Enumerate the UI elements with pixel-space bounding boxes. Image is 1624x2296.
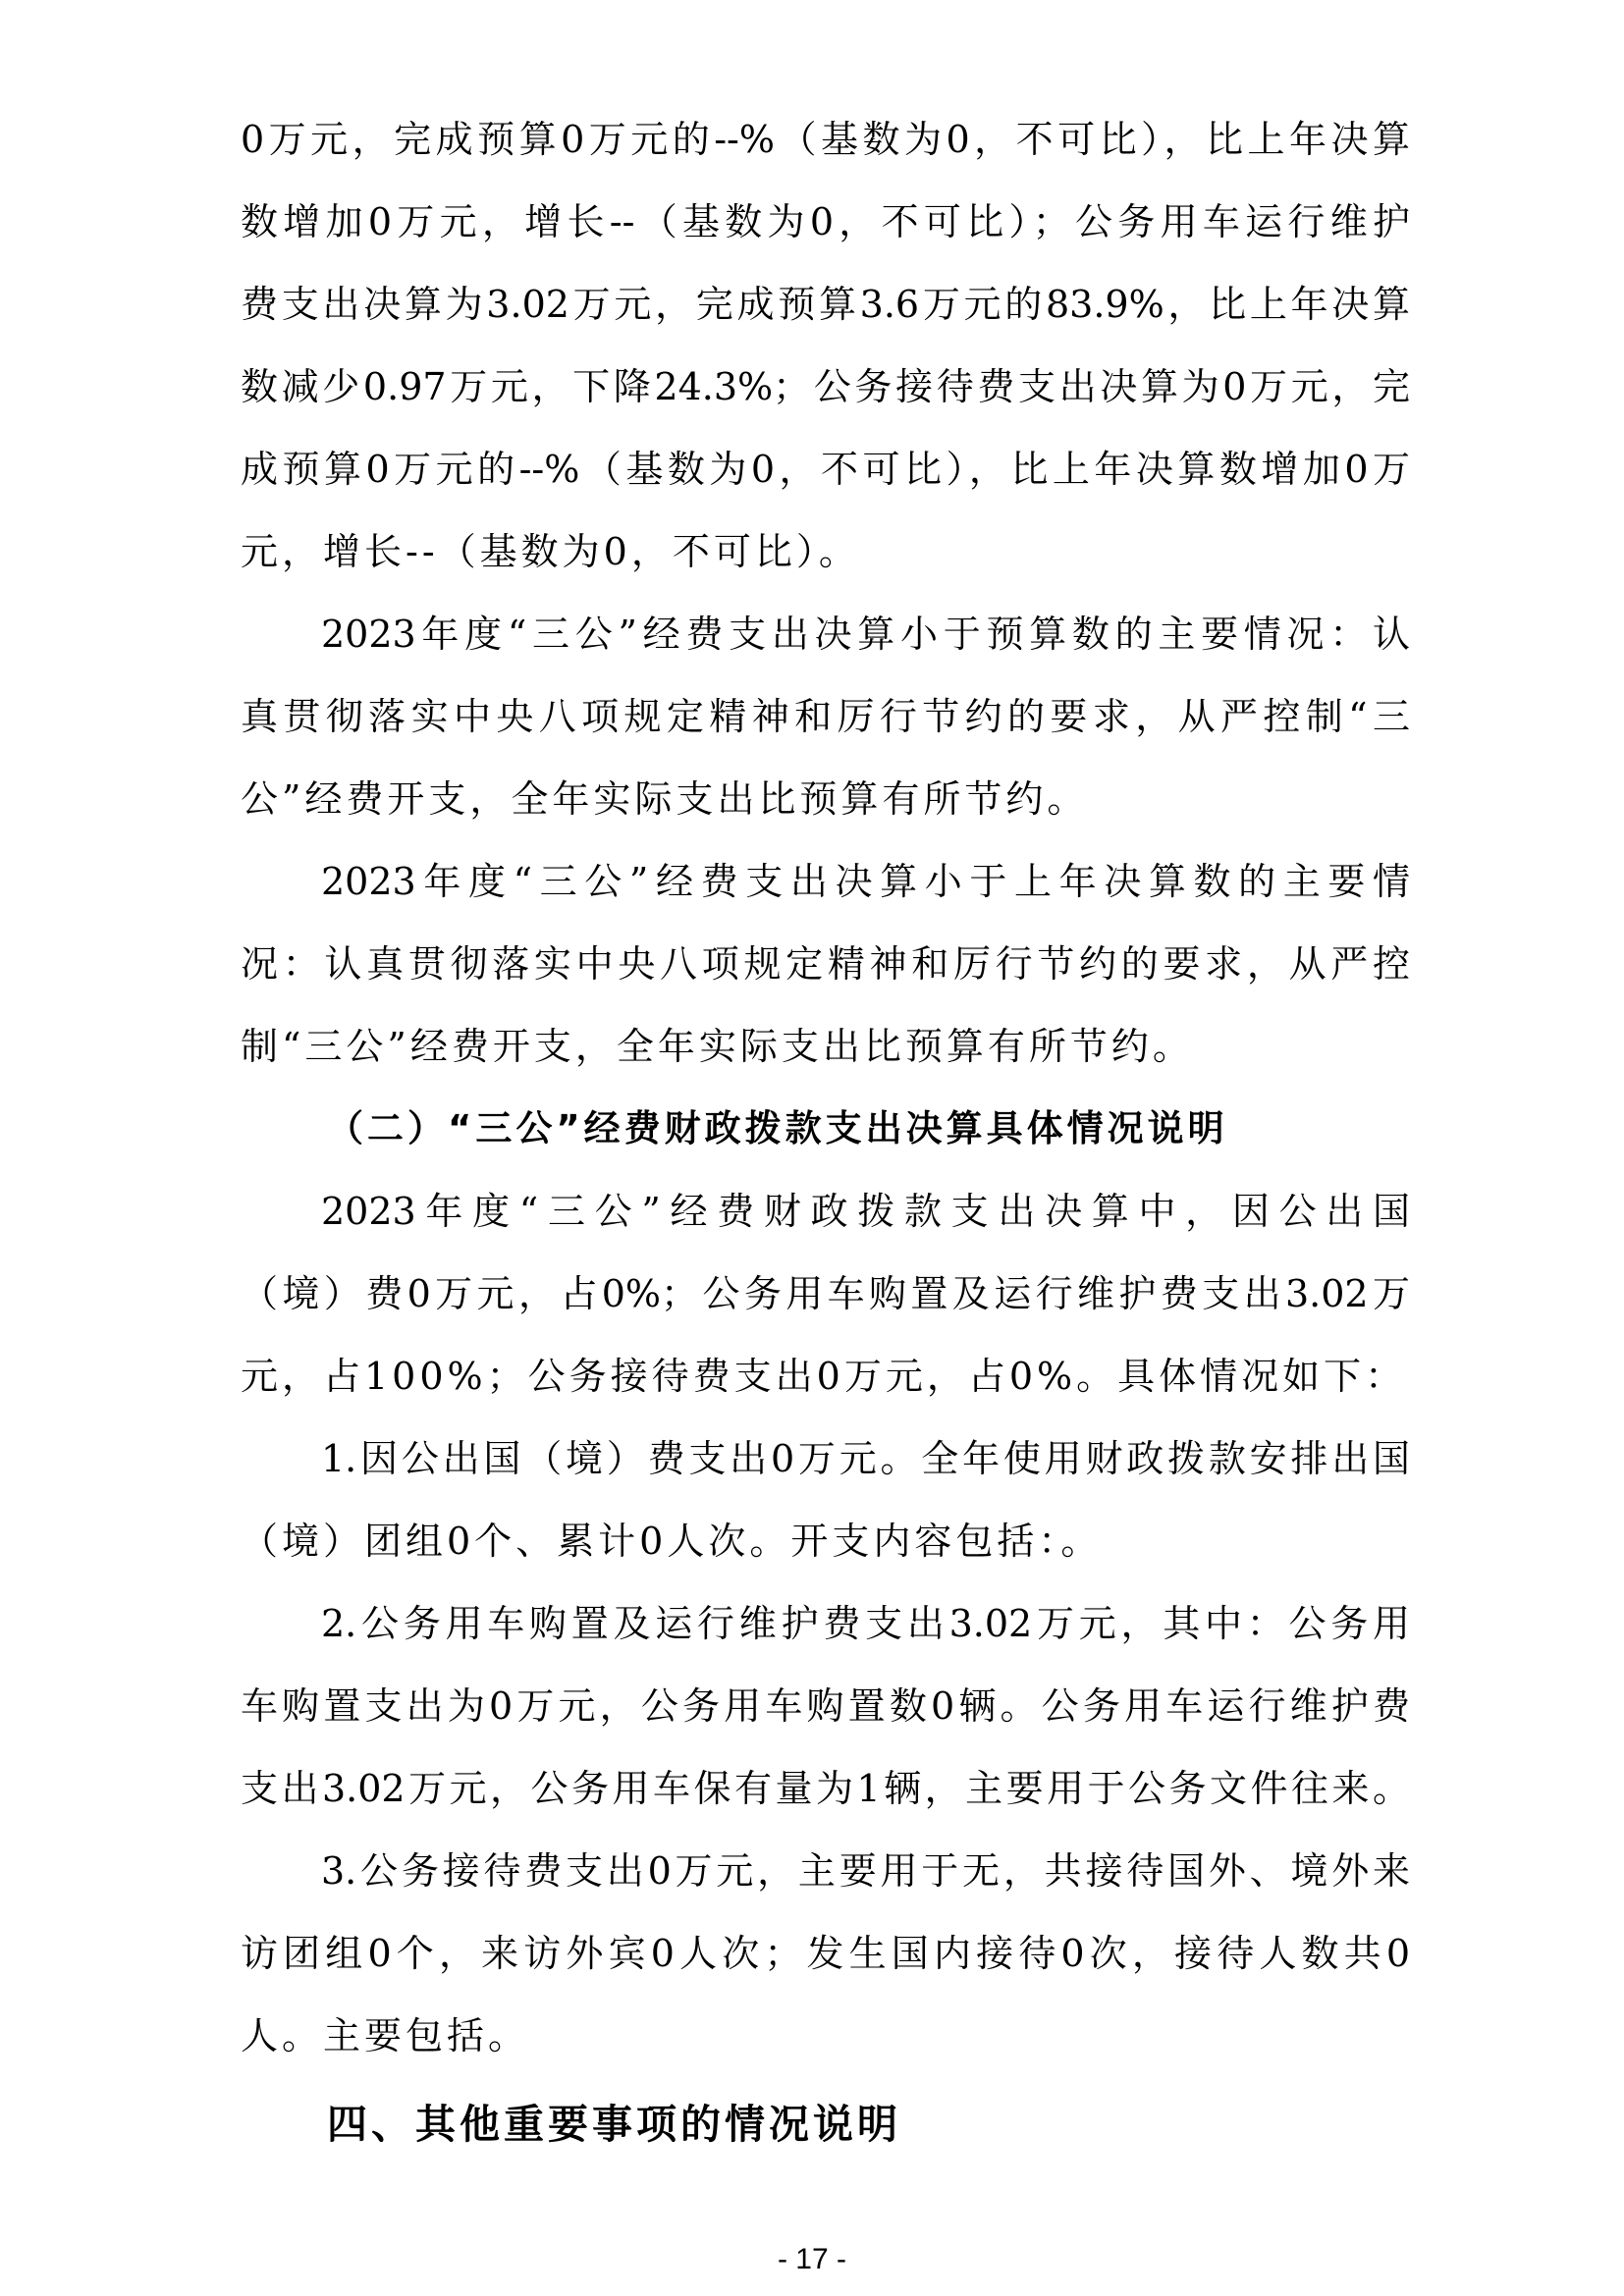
text-line: 2023年度“三公”经费财政拨款支出决算中，因公出国 <box>321 1190 1410 1233</box>
text-line: 0万元，完成预算0万元的--%（基数为0，不可比），比上年决算 <box>241 118 1410 161</box>
text-line: （境）费0万元，占0%；公务用车购置及运行维护费支出3.02万 <box>241 1272 1410 1315</box>
text-line: 3.公务接待费支出0万元，主要用于无，共接待国外、境外来 <box>321 1849 1410 1893</box>
page-number: - 17 - <box>777 2243 847 2275</box>
text-line: 数减少0.97万元，下降24.3%；公务接待费支出决算为0万元，完 <box>241 365 1410 408</box>
text-line: 访团组0个，来访外宾0人次；发生国内接待0次，接待人数共0 <box>241 1932 1410 1975</box>
text-line: 费支出决算为3.02万元，完成预算3.6万元的83.9%，比上年决算 <box>241 283 1410 326</box>
text-line: 公”经费开支，全年实际支出比预算有所节约。 <box>241 777 1089 821</box>
text-line: 1.因公出国（境）费支出0万元。全年使用财政拨款安排出国 <box>321 1437 1410 1480</box>
text-line: 元，增长--（基数为0，不可比）。 <box>241 530 860 573</box>
section-heading: （二）“三公”经费财政拨款支出决算具体情况说明 <box>327 1107 1228 1149</box>
text-line: 真贯彻落实中央八项规定精神和厉行节约的要求，从严控制“三 <box>241 695 1410 738</box>
text-line: 人。主要包括。 <box>241 2014 530 2057</box>
text-line: 元，占100%；公务接待费支出0万元，占0%。具体情况如下： <box>241 1355 1407 1398</box>
section-heading: 四、其他重要事项的情况说明 <box>327 2101 901 2148</box>
text-line: 数增加0万元，增长--（基数为0，不可比）；公务用车运行维护 <box>241 200 1410 243</box>
text-line: （境）团组0个、累计0人次。开支内容包括：。 <box>241 1520 1103 1563</box>
text-line: 车购置支出为0万元，公务用车购置数0辆。公务用车运行维护费 <box>241 1684 1410 1728</box>
text-line: 2.公务用车购置及运行维护费支出3.02万元，其中：公务用 <box>321 1602 1410 1645</box>
text-line: 成预算0万元的--%（基数为0，不可比），比上年决算数增加0万 <box>241 448 1410 491</box>
text-line: 支出3.02万元，公务用车保有量为1辆，主要用于公务文件往来。 <box>241 1767 1410 1810</box>
text-line: 2023年度“三公”经费支出决算小于上年决算数的主要情 <box>321 860 1410 903</box>
text-line: 况：认真贯彻落实中央八项规定精神和厉行节约的要求，从严控 <box>241 942 1410 986</box>
text-line: 2023年度“三公”经费支出决算小于预算数的主要情况：认 <box>321 613 1410 656</box>
text-line: 制“三公”经费开支，全年实际支出比预算有所节约。 <box>241 1025 1194 1068</box>
